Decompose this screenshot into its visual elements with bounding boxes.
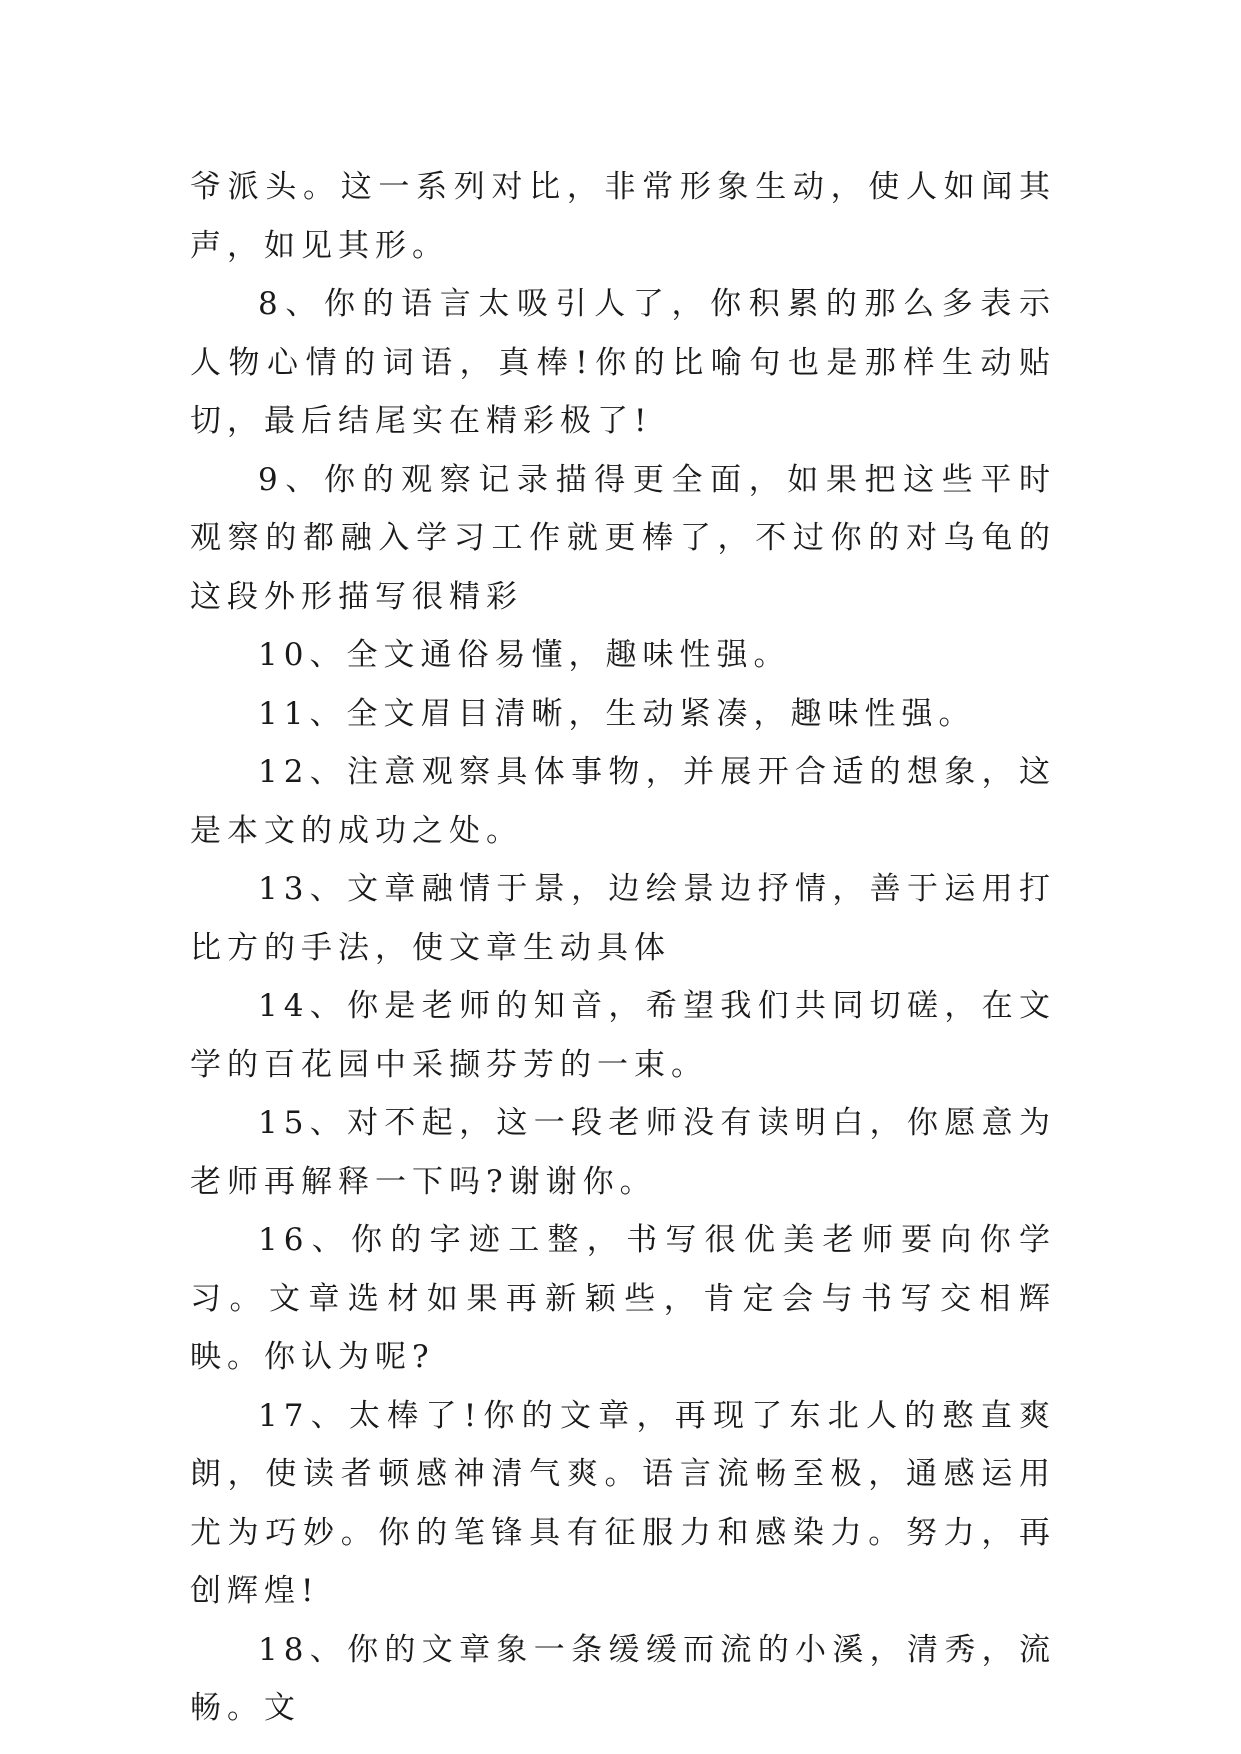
paragraph-11: 11、全文眉目清晰，生动紧凑，趣味性强。 bbox=[258, 695, 976, 732]
document-page bbox=[190, 158, 1056, 1738]
paragraph-7-continuation: 爷派头。这一系列对比，非常形象生动，使人如闻其声，如见其形。 bbox=[190, 169, 1056, 264]
paragraph-9: 9、你的观察记录描得更全面，如果把这些平时观察的都融入学习工作就更棒了，不过你的对乌龟的这段外形描写很精彩 bbox=[190, 461, 1056, 615]
paragraph-16: 16、你的字迹工整，书写很优美老师要向你学习。文章选材如果再新颖些，肯定会与书写交相辉映。你认为呢? bbox=[190, 1222, 1056, 1375]
paragraph-12: 12、注意观察具体事物，并展开合适的想象，这是本文的成功之处。 bbox=[190, 754, 1056, 849]
paragraph-14: 14、你是老师的知音，希望我们共同切磋，在文学的百花园中采撷芬芳的一束。 bbox=[190, 988, 1056, 1083]
paragraph-17: 17、太棒了!你的文章，再现了东北人的憨直爽朗，使读者顿感神清气爽。语言流畅至极，通感运用尤为巧妙。你的笔锋具有征服力和感染力。努力，再创辉煌! bbox=[190, 1397, 1056, 1609]
paragraph-18: 18、你的文章象一条缓缓而流的小溪，清秀，流畅。文 bbox=[190, 1631, 1056, 1726]
paragraph-13: 13、文章融情于景，边绘景边抒情，善于运用打比方的手法，使文章生动具体 bbox=[190, 871, 1056, 966]
paragraph-10: 10、全文通俗易懂，趣味性强。 bbox=[258, 637, 791, 673]
paragraph-15: 15、对不起，这一段老师没有读明白，你愿意为老师再解释一下吗?谢谢你。 bbox=[190, 1105, 1056, 1200]
paragraph-8: 8、你的语言太吸引人了，你积累的那么多表示人物心情的词语，真棒!你的比喻句也是那样生动贴切，最后结尾实在精彩极了! bbox=[190, 286, 1056, 439]
